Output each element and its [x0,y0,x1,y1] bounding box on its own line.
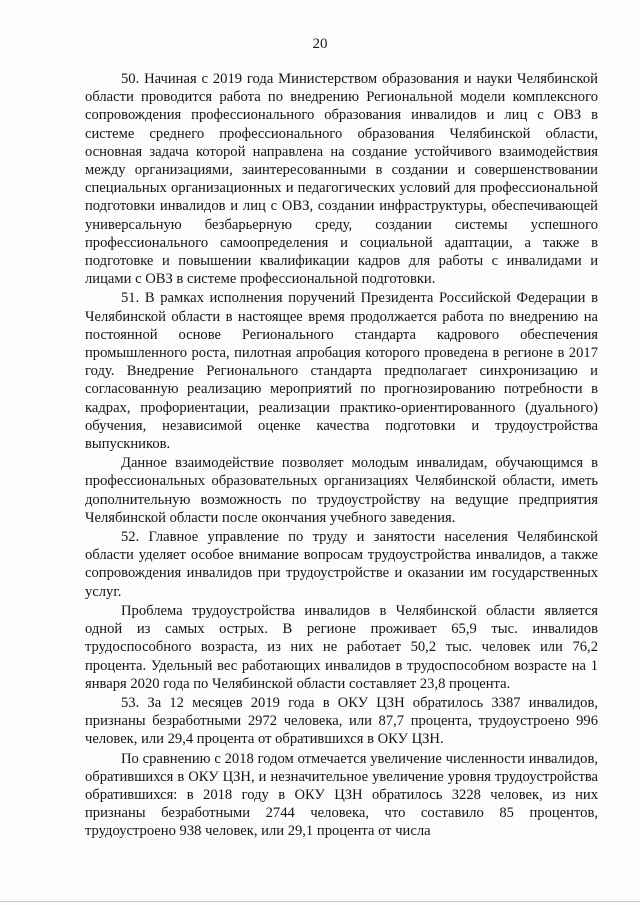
page-bottom-edge [0,901,640,902]
paragraph-comparison-2018: По сравнению с 2018 годом отмечается увеличение численности инвалидов, обратившихся в ОКУ ЦЗН, и незначительное увеличение уровня трудоустройства обратившихся: в 2018 году в ОКУ ЦЗН обратилось 3228 человек, из них признаны безработными 2744 человека, что составило 85 процентов, трудоустроено 938 человек, или 29,1 процента от числа [85,750,598,840]
paragraph-52: 52. Главное управление по труду и занятости населения Челябинской области уделяет особое внимание вопросам трудоустройства инвалидов, а также сопровождения инвалидов при трудоустройстве и оказании им государственных услуг. [85,529,598,600]
document-body [85,70,598,841]
paragraph-employment-problem: Проблема трудоустройства инвалидов в Челябинской области является одной из самых острых. В регионе проживает 65,9 тыс. инвалидов трудоспособного возраста, из них не работает 50,2 тыс. человек или 76,2 процента. Удельный вес работающих инвалидов в трудоспособном возрасте на 1 января 2020 года по Челябинской области составляет 23,8 процента. [85,602,598,692]
paragraph-interaction: Данное взаимодействие позволяет молодым инвалидам, обучающимся в профессиональных образовательных организациях Челябинской области, иметь дополнительную возможность по трудоустройству на ведущие предприятия Челябинской области после окончания учебного заведения. [85,455,598,526]
page-number: 20 [312,36,328,52]
paragraph-51: 51. В рамках исполнения поручений Президента Российской Федерации в Челябинской области в настоящее время продолжается работа по внедрению на постоянной основе Регионального стандарта кадрового обеспечения промышленного роста, пилотная апробация которого проведена в регионе в 2017 году. Внедрение Регионального стандарта предполагает синхронизацию и согласованную реализацию мероприятий по прогнозированию потребности в кадрах, профориентации, реализации практико-ориентированного (дуального) обучения, независимой оценке качества подготовки и трудоустройства выпускников. [85,290,598,453]
paragraph-53: 53. За 12 месяцев 2019 года в ОКУ ЦЗН обратилось 3387 инвалидов, признаны безработными 2972 человека, или 87,7 процента, трудоустроено 996 человек, или 29,4 процента от обратившихся в ОКУ ЦЗН. [85,694,598,748]
paragraph-50: 50. Начиная с 2019 года Министерством образования и науки Челябинской области проводится работа по внедрению Региональной модели комплексного сопровождения профессионального образования инвалидов и лиц с ОВЗ в системе среднего профессионального образования Челябинской области, основная задача которой направлена на создание устойчивого взаимодействия между организациями, заинтересованными в создании и совершенствовании специальных организационных и педагогических условий для профессиональной подготовки инвалидов и лиц с ОВЗ, создании инфраструктуры, обеспечивающей универсальную безбарьерную среду, создании системы успешного профессионального самоопределения и социальной адаптации, а также в подготовке и повышении квалификации кадров для работы с инвалидами и лицами с ОВЗ в системе профессиональной подготовки. [85,71,598,288]
